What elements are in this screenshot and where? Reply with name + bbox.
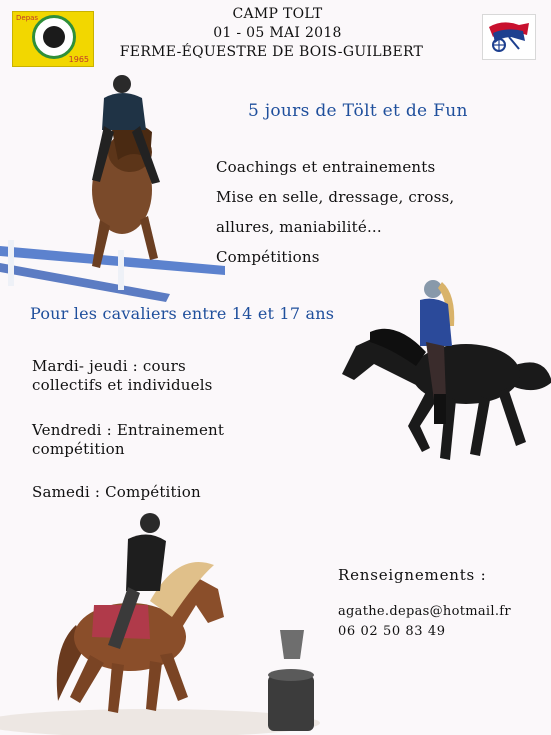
contact-phone[interactable]: 06 02 50 83 49 — [338, 624, 446, 639]
contact-title: Renseignements : — [338, 566, 487, 584]
contact-email[interactable]: agathe.depas@hotmail.fr — [338, 604, 511, 619]
schedule-item-1 — [32, 357, 292, 395]
black-horse-photo — [330, 276, 551, 476]
logo-tag: Depas — [16, 14, 39, 22]
camp-dates: 01 - 05 MAI 2018 — [213, 25, 342, 41]
chestnut-horse-photo — [0, 505, 300, 735]
age-range: Pour les cavaliers entre 14 et 17 ans — [30, 304, 335, 323]
activity-item: Mise en selle, dressage, cross, — [216, 188, 455, 206]
activity-item: Compétitions — [216, 248, 320, 266]
camp-location: FERME-ÉQUESTRE DE BOIS-GUILBERT — [119, 44, 424, 60]
logo-year: 1965 — [68, 55, 89, 64]
schedule-item-2 — [32, 421, 292, 459]
schedule-item-3 — [32, 483, 292, 502]
activities-list — [216, 152, 516, 272]
activity-item: Coachings et entrainements — [216, 158, 436, 176]
schedule-line: compétition — [32, 440, 125, 458]
schedule-line: Vendredi : Entrainement — [32, 421, 225, 439]
schedule-line: Mardi- jeudi : cours — [32, 357, 186, 375]
schedule-line: Samedi : Compétition — [32, 483, 201, 501]
camp-title: CAMP TOLT — [232, 6, 323, 22]
jumping-horse-photo — [0, 70, 230, 290]
schedule-line: collectifs et individuels — [32, 376, 213, 394]
activity-item: allures, maniabilité... — [216, 218, 382, 236]
tagline: 5 jours de Tölt et de Fun — [248, 101, 468, 121]
